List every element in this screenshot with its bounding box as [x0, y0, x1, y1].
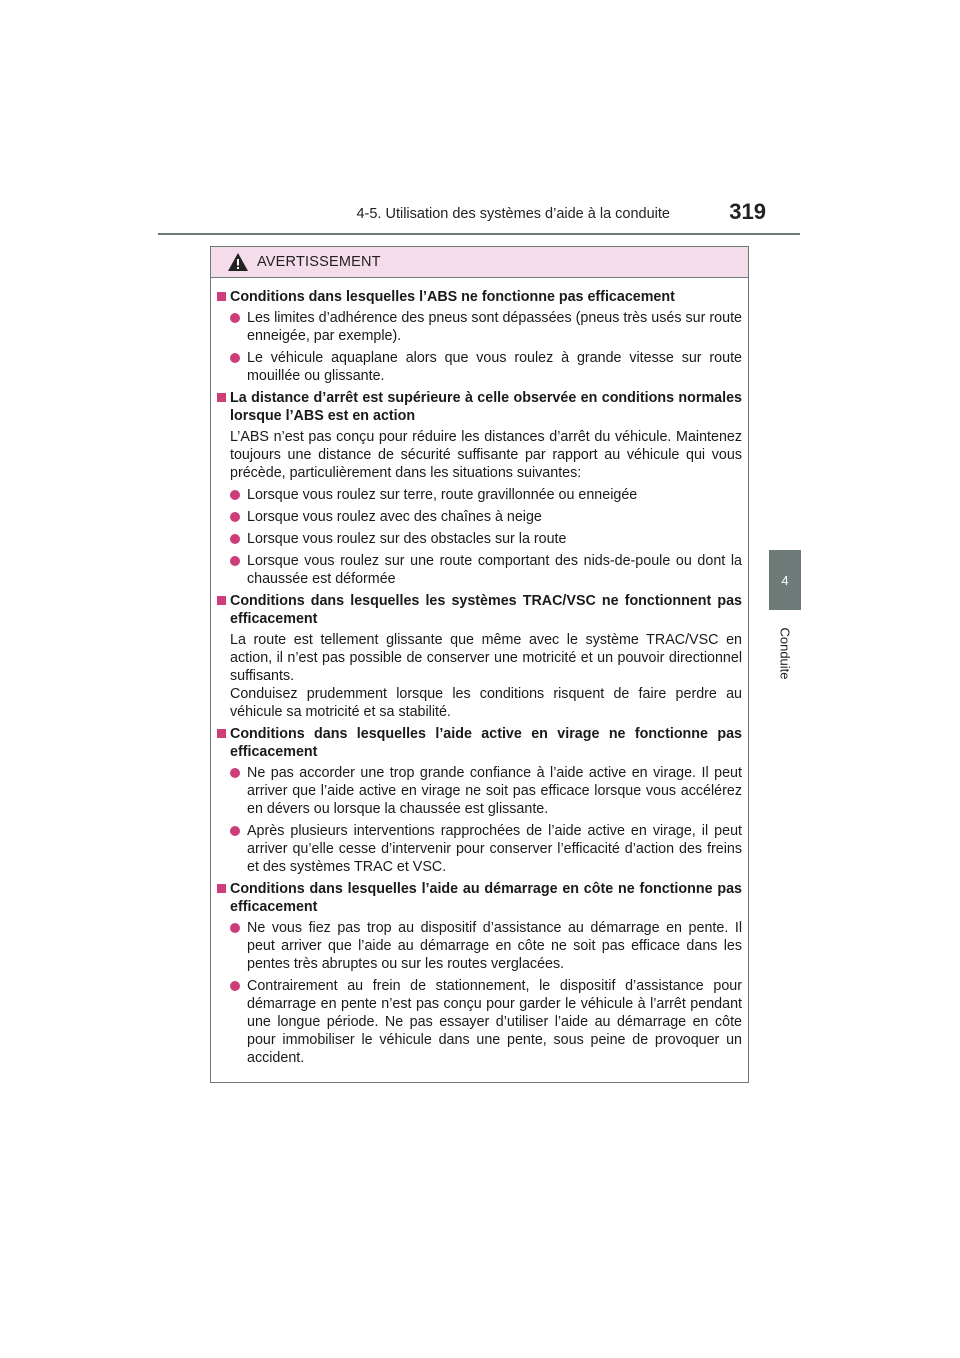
square-bullet-icon: [217, 884, 226, 893]
list-item: Après plusieurs interventions rapprochées de l’aide active en virage, il peut arriver qu’elle cesse d’intervenir pour conserver l’efficacité d’action des freins et des systèmes TRAC et VSC.: [217, 822, 742, 876]
page-number: 319: [729, 199, 766, 224]
square-bullet-icon: [217, 393, 226, 402]
list-item: Contrairement au frein de stationnement, le dispositif d’assistance pour démarrage en pente n’est pas conçu pour garder le véhicule à l’arrêt pendant une longue période. Ne pas essayer d’utiliser l’aide au démarrage en côte pour immobiliser le véhicule dans une pente, sous peine de provoquer un accident.: [217, 977, 742, 1067]
bullet-dot-icon: [230, 353, 240, 363]
chapter-tab[interactable]: [769, 550, 801, 610]
chapter-number: 4: [781, 572, 789, 588]
warning-label: AVERTISSEMENT: [257, 254, 381, 270]
square-bullet-icon: [217, 729, 226, 738]
section-active-cornering: [217, 725, 742, 876]
list-item: Les limites d’adhérence des pneus sont dépassées (pneus très usés sur route enneigée, par exemple).: [217, 309, 742, 345]
section-intro: L’ABS n’est pas conçu pour réduire les distances d’arrêt du véhicule. Maintenez toujours une distance de sécurité suffisante par rapport au véhicule qui vous précède, particulièrement dans les situations suivantes:: [230, 429, 742, 481]
warning-body: [211, 278, 748, 1067]
warning-triangle-icon: [227, 252, 249, 272]
section-title-abs: Conditions dans lesquelles l’ABS ne fonctionne pas efficacement: [217, 288, 742, 306]
section-hill-start: [217, 880, 742, 1067]
section-title-stopping: La distance d’arrêt est supérieure à celle observée en conditions normales lorsque l’ABS est en action: [217, 389, 742, 425]
section-stopping-distance: [217, 389, 742, 588]
bullet-dot-icon: [230, 826, 240, 836]
bullet-dot-icon: [230, 556, 240, 566]
section-title-hill-start: Conditions dans lesquelles l’aide au démarrage en côte ne fonctionne pas efficacement: [217, 880, 742, 916]
bullet-dot-icon: [230, 490, 240, 500]
section-abs: [217, 288, 742, 385]
section-title: 4-5. Utilisation des systèmes d’aide à la conduite: [356, 206, 670, 222]
chapter-label: [769, 618, 801, 688]
list-item: Lorsque vous roulez avec des chaînes à neige: [217, 508, 742, 526]
bullet-dot-icon: [230, 981, 240, 991]
section-title-cornering: Conditions dans lesquelles l’aide active en virage ne fonctionne pas efficacement: [217, 725, 742, 761]
list-item: Lorsque vous roulez sur une route comportant des nids-de-poule ou dont la chaussée est déformée: [217, 552, 742, 588]
section-title-trac: Conditions dans lesquelles les systèmes TRAC/VSC ne fonctionnent pas efficacement: [217, 592, 742, 628]
chapter-label-text: Conduite: [777, 626, 793, 680]
warning-box: [210, 246, 749, 1083]
list-item: Lorsque vous roulez sur terre, route gravillonnée ou enneigée: [217, 486, 742, 504]
bullet-dot-icon: [230, 313, 240, 323]
warning-header: [211, 247, 748, 278]
section-trac-vsc: [217, 592, 742, 721]
header-divider: [158, 233, 800, 235]
bullet-dot-icon: [230, 768, 240, 778]
square-bullet-icon: [217, 292, 226, 301]
section-intro-2: Conduisez prudemment lorsque les conditions risquent de faire perdre au véhicule sa motricité et sa stabilité.: [230, 686, 742, 720]
list-item: Le véhicule aquaplane alors que vous roulez à grande vitesse sur route mouillée ou glissante.: [217, 349, 742, 385]
list-item: Ne vous fiez pas trop au dispositif d’assistance au démarrage en pente. Il peut arriver que l’aide au démarrage en côte ne soit pas efficace dans les pentes très abruptes ou sur les routes verglacées.: [217, 919, 742, 973]
list-item: Lorsque vous roulez sur des obstacles sur la route: [217, 530, 742, 548]
bullet-dot-icon: [230, 534, 240, 544]
square-bullet-icon: [217, 596, 226, 605]
section-intro: La route est tellement glissante que même avec le système TRAC/VSC en action, il n’est pas possible de conserver une motricité et un pouvoir directionnel suffisants.: [230, 632, 742, 684]
bullet-dot-icon: [230, 512, 240, 522]
list-item: Ne pas accorder une trop grande confiance à l’aide active en virage. Il peut arriver que l’aide active en virage ne soit pas efficace lorsque vous accélérez en dévers ou lorsque la chaussée est glissante.: [217, 764, 742, 818]
bullet-dot-icon: [230, 923, 240, 933]
